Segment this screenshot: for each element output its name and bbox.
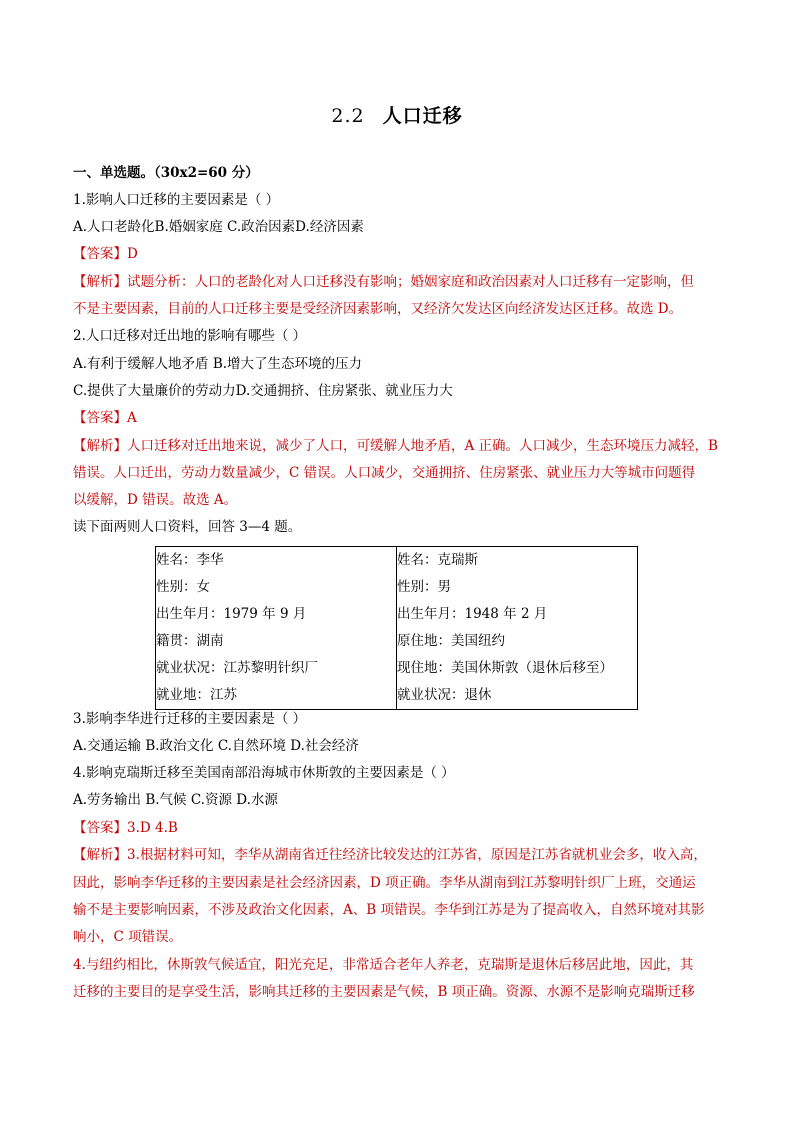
q34-explanation-2: 因此，影响李华迁移的主要因素是社会经济因素，D 项正确。李华从湖南到江苏黎明针织厂上班，交通运 [73, 875, 696, 891]
answer-label: 【答案】 [73, 410, 127, 426]
q2-stem: 2.人口迁移对迁出地的影响有哪些（ ） [73, 328, 307, 344]
q2-options-1: A.有利于缓解人地矛盾 B.增大了生态环境的压力 [73, 356, 363, 372]
q1-explanation-2: 不是主要因素，目前的人口迁移主要是受经济因素影响，又经济欠发达区向经济发达区迁移。故选 D。 [73, 301, 683, 317]
explanation-label: 【解析】 [73, 274, 127, 290]
table-cell: 就业地：江苏 [156, 687, 237, 703]
person-1-column [156, 547, 397, 710]
population-info-table [155, 546, 638, 710]
answer-value: 3.D 4.B [127, 820, 178, 836]
page-title [0, 101, 794, 128]
title-number: 2.2 [331, 105, 365, 127]
reading-intro: 读下面两则人口资料，回答 3—4 题。 [73, 519, 302, 535]
table-cell: 性别：女 [156, 579, 210, 595]
table-cell: 就业状况：退休 [397, 687, 492, 703]
q2-explanation-1: 【解析】人口迁移对迁出地来说，减少了人口，可缓解人地矛盾，A 正确。人口减少，生态环境压力减轻，B [73, 438, 718, 454]
q34-explanation-3: 输不是主要影响因素，不涉及政治文化因素，A、B 项错误。李华到江苏是为了提高收入，自然环境对其影 [73, 902, 705, 918]
table-cell: 姓名：李华 [156, 552, 224, 568]
table-cell: 现住地：美国休斯敦（退休后移至） [397, 660, 613, 676]
q34-answer [73, 815, 733, 842]
table-cell: 就业状况：江苏黎明针织厂 [156, 660, 318, 676]
person-2-column [397, 547, 638, 710]
q1-explanation-1: 【解析】试题分析：人口的老龄化对人口迁移没有影响；婚姻家庭和政治因素对人口迁移有一定影响，但 [73, 274, 694, 290]
table-cell: 姓名：克瑞斯 [397, 552, 478, 568]
explanation-label: 【解析】 [73, 438, 127, 454]
table-cell: 出生年月：1979 年 9 月 [156, 606, 307, 622]
table-cell: 出生年月：1948 年 2 月 [397, 606, 548, 622]
q2-options-2: C.提供了大量廉价的劳动力D.交通拥挤、住房紧张、就业压力大 [73, 383, 453, 399]
answer-label: 【答案】 [73, 820, 127, 836]
q2-answer [73, 405, 733, 432]
q1-options: A.人口老龄化B.婚姻家庭 C.政治因素D.经济因素 [73, 219, 364, 235]
q3-stem: 3.影响李华进行迁移的主要因素是（ ） [73, 711, 307, 727]
title-text: 人口迁移 [382, 105, 463, 127]
q34-explanation-1: 【解析】3.根据材料可知，李华从湖南省迁往经济比较发达的江苏省，原因是江苏省就机业会多，收入高， [73, 847, 707, 863]
q34-explanation-4: 响小，C 项错误。 [73, 929, 183, 945]
q4-options: A.劳务输出 B.气候 C.资源 D.水源 [73, 792, 278, 808]
q2-explanation-3: 以缓解，D 错误。故选 A。 [73, 492, 238, 508]
table-cell: 原住地：美国纽约 [397, 633, 505, 649]
explanation-label: 【解析】 [73, 847, 127, 863]
table-cell: 籍贯：湖南 [156, 633, 224, 649]
answer-value: D [127, 246, 138, 262]
q34-explanation-6: 迁移的主要目的是享受生活，影响其迁移的主要因素是气候，B 项正确。资源、水源不是影响克瑞斯迁移 [73, 984, 695, 1000]
table-cell: 性别：男 [397, 579, 451, 595]
q34-explanation-5: 4.与纽约相比，休斯敦气候适宜，阳光充足，非常适合老年人养老，克瑞斯是退休后移居此地，因此，其 [73, 957, 694, 973]
q4-stem: 4.影响克瑞斯迁移至美国南部沿海城市休斯敦的主要因素是（ ） [73, 765, 455, 781]
answer-value: A [127, 410, 137, 426]
q1-answer [73, 241, 733, 268]
section-heading: 一、单选题。（30x2=60 分） [73, 165, 259, 181]
q3-options: A.交通运输 B.政治文化 C.自然环境 D.社会经济 [73, 738, 359, 754]
q1-stem: 1.影响人口迁移的主要因素是（ ） [73, 192, 280, 208]
q2-explanation-2: 错误。人口迁出，劳动力数量减少，C 错误。人口减少，交通拥挤、住房紧张、就业压力大等城市问题得 [73, 465, 696, 481]
answer-label: 【答案】 [73, 246, 127, 262]
